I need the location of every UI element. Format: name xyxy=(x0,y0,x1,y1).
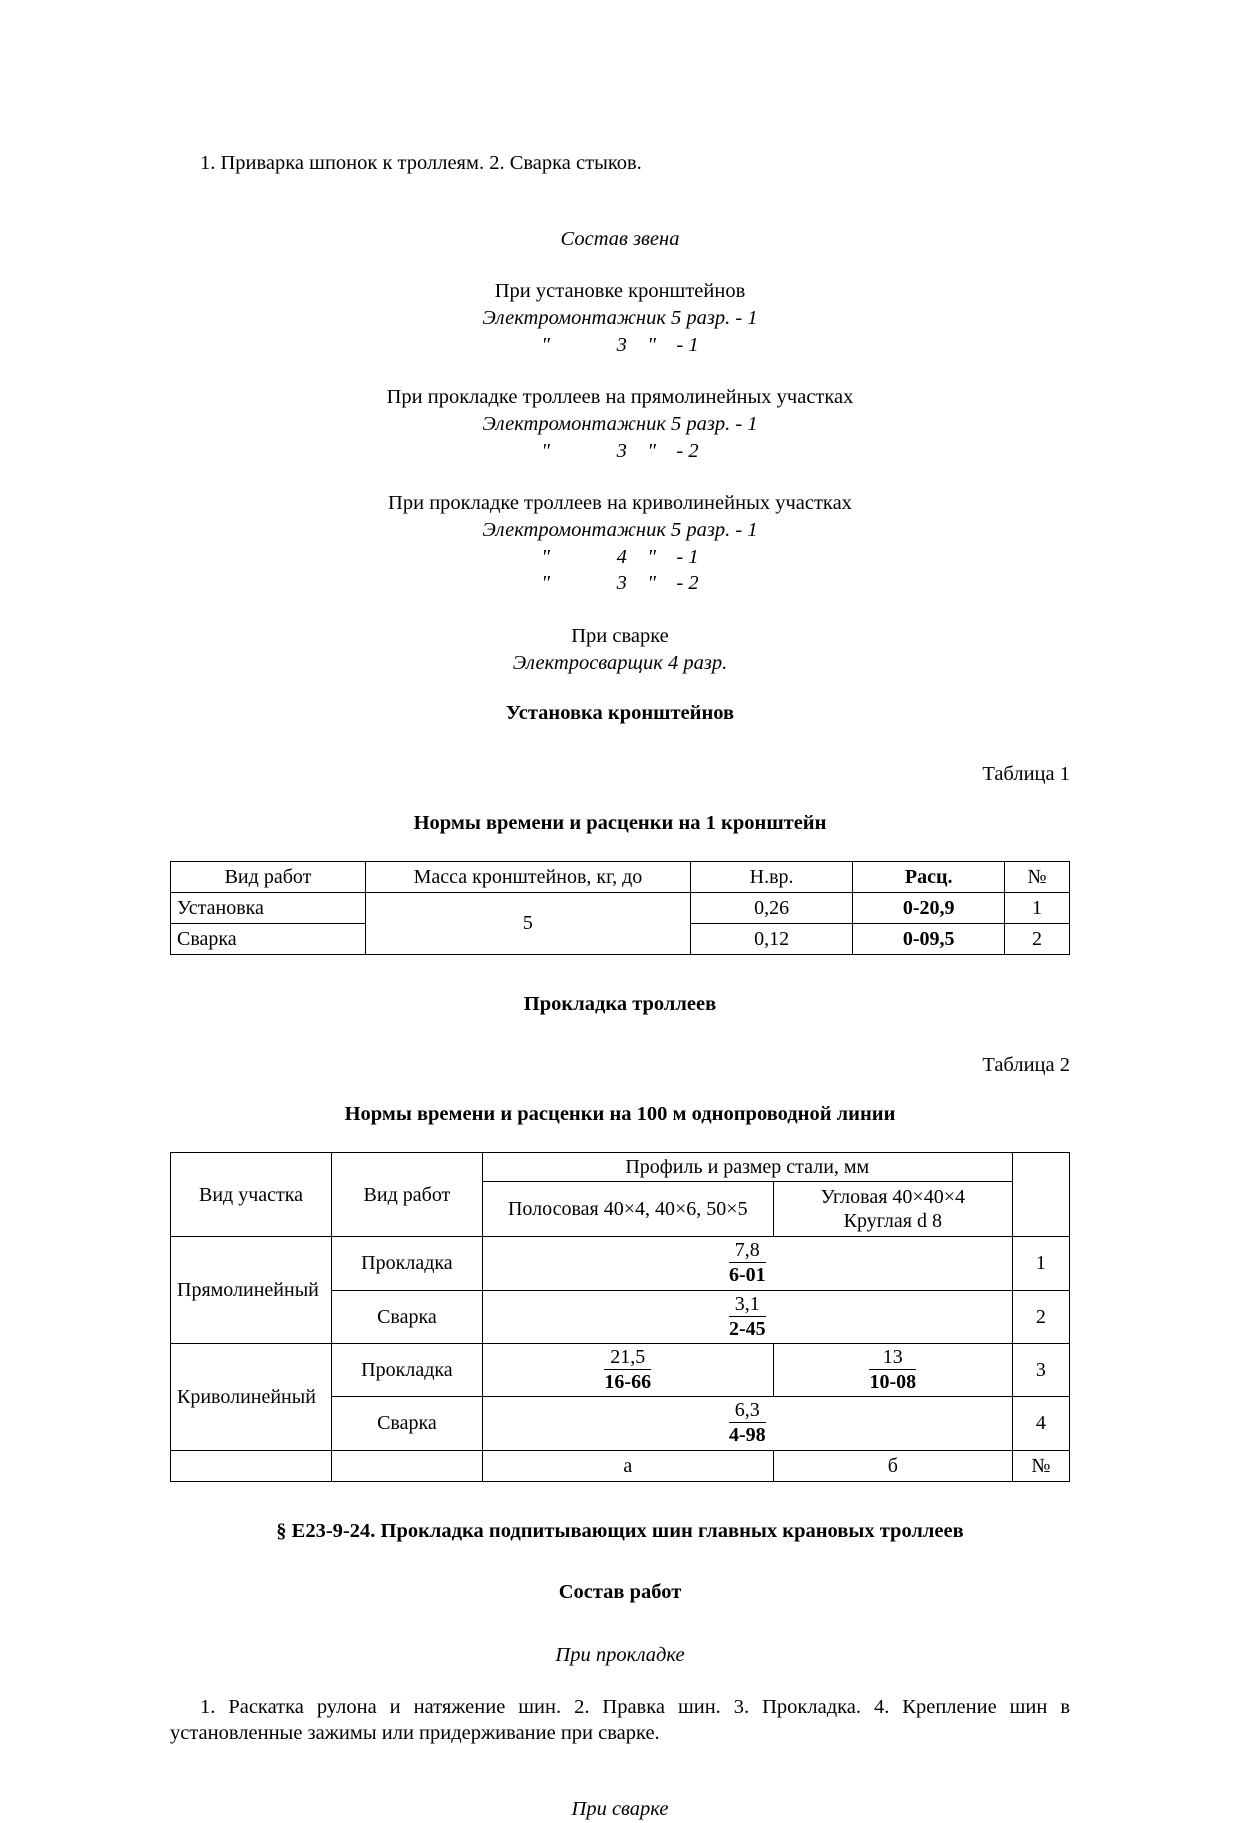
cell-rate: 0-09,5 xyxy=(853,924,1005,955)
table-header-row-1 xyxy=(171,1153,1070,1182)
spacer xyxy=(170,464,1070,490)
spacer xyxy=(170,1077,1070,1103)
spacer xyxy=(170,1126,1070,1152)
fraction xyxy=(869,1346,916,1394)
col-header-work-type: Вид работ xyxy=(171,862,366,893)
col-header-steel-b-line1: Угловая 40×40×4 xyxy=(820,1186,965,1209)
footer-cell-blank-2 xyxy=(332,1450,483,1481)
cell-number: 1 xyxy=(1012,1237,1069,1290)
spacer xyxy=(170,1668,1070,1694)
col-header-steel-group: Профиль и размер стали, мм xyxy=(482,1153,1012,1182)
spacer xyxy=(170,835,1070,861)
cell-value-a xyxy=(482,1343,773,1396)
table-2-caption: Таблица 2 xyxy=(982,1054,1070,1077)
footer-cell-b: б xyxy=(773,1450,1012,1481)
crew-group-heading: При установке кронштейнов xyxy=(494,280,746,303)
cell-norm: 0,12 xyxy=(690,924,852,955)
spacer xyxy=(170,1604,1070,1642)
spacer xyxy=(170,1746,1070,1796)
table-header-row xyxy=(171,862,1070,893)
crew-group-curved xyxy=(170,490,1070,597)
spacer xyxy=(170,725,1070,763)
col-header-number-blank xyxy=(1012,1153,1069,1237)
spacer xyxy=(170,597,1070,623)
crew-member-line: " 3 " - 2 xyxy=(541,572,699,595)
cell-section-type: Прямолинейный xyxy=(171,1237,332,1344)
crew-member-line: Электросварщик 4 разр. xyxy=(512,651,728,674)
spacer xyxy=(170,676,1070,702)
cell-number: 2 xyxy=(1004,924,1069,955)
cell-value-b xyxy=(773,1343,1012,1396)
cell-work-type: Сварка xyxy=(332,1397,483,1450)
footer-cell-a: а xyxy=(482,1450,773,1481)
table-2-heading: Нормы времени и расценки на 100 м однопроводной линии xyxy=(344,1103,896,1126)
table-row xyxy=(171,1237,1070,1290)
cell-mass: 5 xyxy=(365,893,690,955)
table-row xyxy=(171,893,1070,924)
next-section-title: § Е23-9-24. Прокладка подпитывающих шин главных крановых троллеев xyxy=(276,1519,964,1542)
cell-section-type: Криволинейный xyxy=(171,1343,332,1450)
cell-work-type: Прокладка xyxy=(332,1237,483,1290)
footer-cell-blank-1 xyxy=(171,1450,332,1481)
cell-value-a xyxy=(482,1397,1012,1450)
table-1-caption: Таблица 1 xyxy=(982,763,1070,786)
cell-work-type: Сварка xyxy=(171,924,366,955)
table-row xyxy=(171,1343,1070,1396)
cell-number: 2 xyxy=(1012,1290,1069,1343)
spacer xyxy=(170,252,1070,278)
crew-group-brackets xyxy=(170,278,1070,358)
cell-number: 1 xyxy=(1004,893,1069,924)
col-header-section-type: Вид участка xyxy=(171,1153,332,1237)
cell-value-a xyxy=(482,1290,1012,1343)
fraction xyxy=(729,1399,766,1447)
cell-number: 3 xyxy=(1012,1343,1069,1396)
fraction-denominator: 2-45 xyxy=(728,1317,766,1340)
crew-member-line: " 4 " - 1 xyxy=(541,545,699,568)
spacer xyxy=(170,786,1070,812)
crew-group-heading: При прокладке троллеев на криволинейных участках xyxy=(388,492,852,515)
fraction-denominator: 16-66 xyxy=(604,1371,652,1394)
cell-norm: 0,26 xyxy=(690,893,852,924)
col-header-mass: Масса кронштейнов, кг, до xyxy=(365,862,690,893)
fraction-denominator: 4-98 xyxy=(728,1424,766,1447)
fraction xyxy=(729,1239,766,1287)
cell-work-type: Сварка xyxy=(332,1290,483,1343)
section-heading-trolley: Прокладка троллеев xyxy=(523,993,717,1016)
fraction xyxy=(604,1346,651,1394)
spacer xyxy=(170,955,1070,993)
col-header-rate: Расц. xyxy=(853,862,1005,893)
fraction-denominator: 10-08 xyxy=(869,1371,917,1394)
laying-works-text: 1. Раскатка рулона и натяжение шин. 2. Правка шин. 3. Прокладка. 4. Крепление шин в установленные зажимы или придерживание при сварке. xyxy=(170,1695,1070,1745)
crew-group-heading: При сварке xyxy=(571,624,669,647)
crew-member-line: Электромонтажник 5 разр. - 1 xyxy=(482,307,758,330)
fraction-numerator: 21,5 xyxy=(604,1346,651,1370)
spacer xyxy=(170,358,1070,384)
intro-work-items: 1. Приварка шпонок к троллеям. 2. Сварка стыков. xyxy=(200,152,642,174)
crew-group-welding xyxy=(170,623,1070,676)
col-header-work-type: Вид работ xyxy=(332,1153,483,1237)
laying-subtitle: При прокладке xyxy=(555,1643,685,1666)
table-footer-row xyxy=(171,1450,1070,1481)
table-1-heading: Нормы времени и расценки на 1 кронштейн xyxy=(413,812,827,835)
cell-rate: 0-20,9 xyxy=(853,893,1005,924)
section-heading-brackets: Установка кронштейнов xyxy=(505,702,735,725)
cell-work-type: Прокладка xyxy=(332,1343,483,1396)
cell-work-type: Установка xyxy=(171,893,366,924)
col-header-norm: Н.вр. xyxy=(690,862,852,893)
spacer xyxy=(170,1543,1070,1581)
works-composition-title: Состав работ xyxy=(558,1580,682,1603)
col-header-steel-a: Полосовая 40×4, 40×6, 50×5 xyxy=(482,1182,773,1237)
spacer xyxy=(170,1482,1070,1520)
fraction-denominator: 6-01 xyxy=(728,1264,766,1287)
spacer xyxy=(170,1016,1070,1054)
welding-subtitle: При сварке xyxy=(571,1798,669,1821)
crew-group-heading: При прокладке троллеев на прямолинейных участках xyxy=(386,386,854,409)
col-header-steel-b xyxy=(773,1182,1012,1237)
crew-member-line: Электромонтажник 5 разр. - 1 xyxy=(482,413,758,436)
spacer xyxy=(170,176,1070,226)
crew-member-line: Электромонтажник 5 разр. - 1 xyxy=(482,518,758,541)
fraction-numerator: 13 xyxy=(869,1346,916,1370)
col-header-steel-b-line2: Круглая d 8 xyxy=(843,1210,942,1233)
crew-group-straight xyxy=(170,384,1070,464)
fraction-numerator: 7,8 xyxy=(729,1239,766,1263)
fraction xyxy=(729,1293,766,1341)
table-norms-brackets xyxy=(170,861,1070,955)
footer-cell-number: № xyxy=(1012,1450,1069,1481)
cell-value-a xyxy=(482,1237,1012,1290)
fraction-numerator: 6,3 xyxy=(729,1399,766,1423)
cell-number: 4 xyxy=(1012,1397,1069,1450)
fraction-numerator: 3,1 xyxy=(729,1293,766,1317)
col-header-number: № xyxy=(1004,862,1069,893)
crew-member-line: " 3 " - 2 xyxy=(541,439,699,462)
crew-member-line: " 3 " - 1 xyxy=(541,333,699,356)
crew-composition-title: Состав звена xyxy=(560,228,680,251)
table-norms-trolley xyxy=(170,1152,1070,1482)
